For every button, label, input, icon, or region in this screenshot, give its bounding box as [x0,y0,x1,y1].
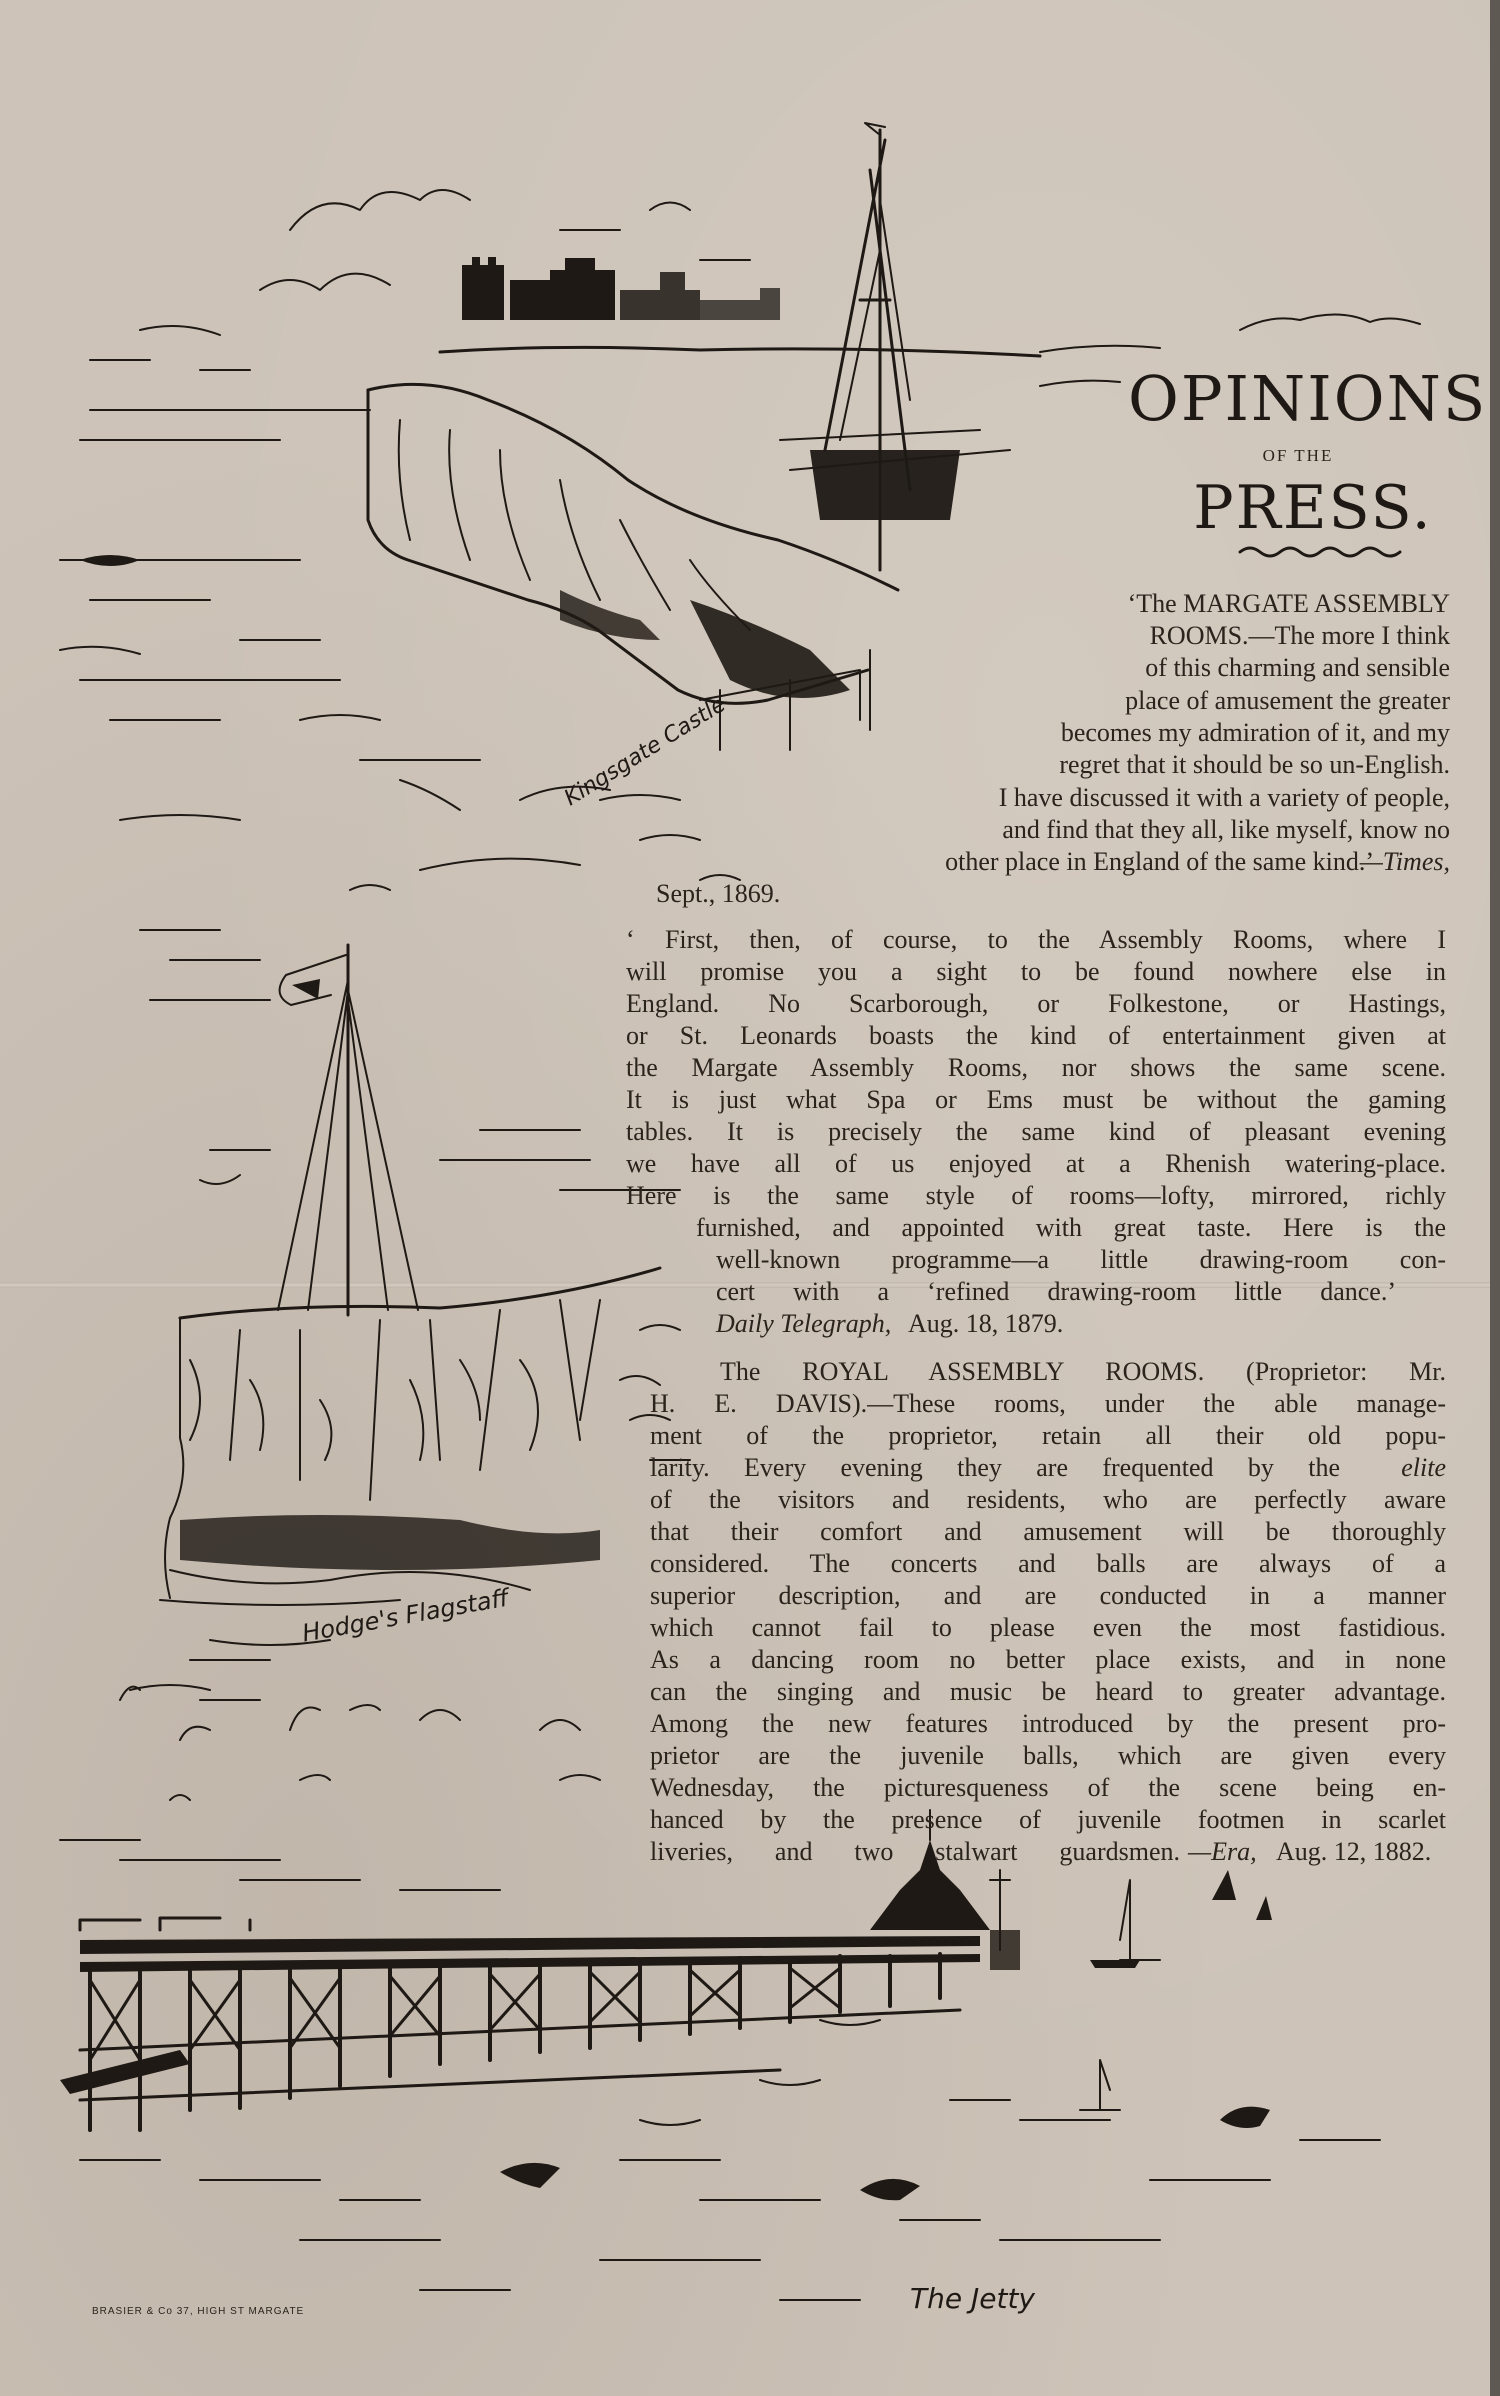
quote-line: will promise you a sight to be found nowhere else in [626,957,1446,986]
quote-line: liveries, and two stalwart guardsmen. [650,1837,1180,1866]
title-of-the: OF THE [1262,446,1334,465]
quote-line: of this charming and sensible [1145,653,1450,682]
wavy-ornament [1240,548,1400,556]
quote-line: The ROYAL ASSEMBLY ROOMS. (Proprietor: Mr. [720,1357,1446,1386]
quote-line: place of amusement the greater [1125,686,1450,715]
quote-line: ‘The MARGATE ASSEMBLY [1127,589,1450,618]
quote-line: regret that it should be so un-English. [1059,750,1450,779]
quote-line: can the singing and music be heard to greater advantage. [650,1677,1446,1706]
quote-line: or St. Leonards boasts the kind of entertainment given at [626,1021,1446,1050]
flagstaff-illustration [130,930,690,1700]
title-opinions: OPINIONS [1128,362,1488,435]
quote-line: Among the new features introduced by the present pro- [650,1709,1446,1738]
quote-line: the Margate Assembly Rooms, nor shows the same scene. [626,1053,1446,1082]
quote-date: Sept., 1869. [656,879,781,908]
quote-date: Aug. 12, 1882. [1276,1837,1432,1866]
quote-line: As a dancing room no better place exists, and in none [650,1645,1446,1674]
quote-line: Wednesday, the picturesqueness of the scene being en- [650,1773,1446,1802]
quote-line: we have all of us enjoyed at a Rhenish watering-place. [626,1149,1446,1178]
quote-line: ‘ First, then, of course, to the Assembly Rooms, where I [626,925,1446,954]
quote-line: of the visitors and residents, who are perfectly aware [650,1485,1446,1514]
quote-line: hanced by the presence of juvenile footmen in scarlet [650,1805,1446,1834]
quote-date: Aug. 18, 1879. [908,1309,1064,1338]
quote-line: H. E. DAVIS).—These rooms, under the able manage- [650,1389,1446,1418]
quote-line: tables. It is precisely the same kind of pleasant evening [626,1117,1446,1146]
caption-hodges-flagstaff: Hodge's Flagstaff [300,1583,511,1648]
quote-line: I have discussed it with a variety of people, [998,783,1450,812]
page-edge-shadow [1490,0,1500,2396]
quote-line: England. No Scarborough, or Folkestone, or Hastings, [626,989,1446,1018]
quote-line: considered. The concerts and balls are always of a [650,1549,1446,1578]
caption-kingsgate-castle: Kingsgate Castle [560,691,731,812]
quote-source-era: —Era, [1188,1837,1257,1866]
quote-line: It is just what Spa or Ems must be without the gaming [626,1085,1446,1114]
quote-line: becomes my admiration of it, and my [1060,718,1450,747]
quote-line: well-known programme—a little drawing-room con- [716,1245,1446,1274]
quote-line: ment of the proprietor, retain all their old popu- [650,1421,1446,1450]
elite-word: elite [1401,1453,1446,1482]
quote-line: ROOMS.—The more I think [1149,621,1450,650]
quote-line: other place in England of the same kind.’ [945,847,1374,876]
quote-line: cert with a ‘refined drawing-room little dance.’ [716,1277,1396,1306]
quote-line: larity. Every evening they are frequented by the [650,1453,1340,1482]
title-press: PRESS. [1193,473,1433,543]
quote-line: furnished, and appointed with great taste. Here is the [696,1213,1446,1242]
quote-source-times: —Times, [1359,847,1450,876]
quote-line: and find that they all, like myself, know no [1002,815,1450,844]
quote-line: that their comfort and amusement will be thoroughly [650,1517,1446,1546]
caption-the-jetty: The Jetty [910,2282,1035,2315]
quote-source-daily-telegraph: Daily Telegraph, [716,1309,892,1338]
quote-line: Here is the same style of rooms—lofty, mirrored, richly [626,1181,1446,1210]
title-rule [1040,381,1120,386]
printer-imprint: BRASIER & Co 37, HIGH ST MARGATE [92,2306,305,2317]
quote-line: which cannot fail to please even the most fastidious. [650,1613,1446,1642]
quote-line: superior description, and are conducted in a manner [650,1581,1446,1610]
quote-line: prietor are the juvenile balls, which are given every [650,1741,1446,1770]
